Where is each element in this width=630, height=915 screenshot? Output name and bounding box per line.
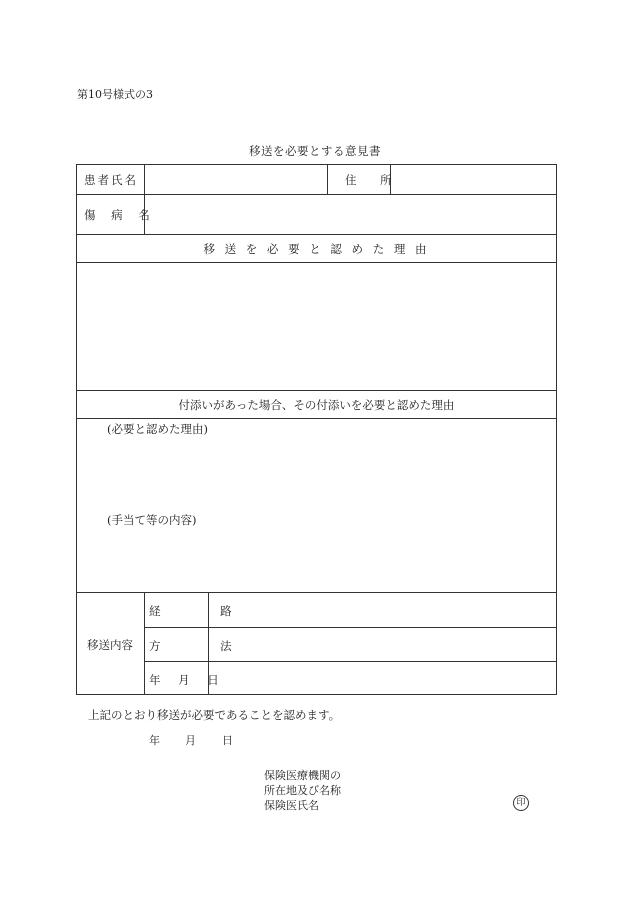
column-divider — [144, 165, 145, 234]
row-divider — [77, 262, 556, 263]
institution-label-line1: 保険医療機関の — [264, 769, 341, 782]
disease-name-label: 傷 病 名 — [84, 208, 156, 222]
method-field[interactable] — [213, 633, 551, 655]
doctor-name-label: 保険医氏名 — [264, 799, 319, 812]
route-label: 経 路 — [149, 604, 260, 618]
institution-label-line2: 所在地及び名称 — [264, 784, 341, 797]
row-divider — [144, 661, 556, 662]
cert-date-month: 月 — [185, 734, 196, 747]
attendant-reason-heading: 付添いがあった場合、その付添いを必要と認めた理由 — [178, 398, 455, 412]
transport-reason-heading: 移 送 を 必 要 と 認 め た 理 由 — [203, 242, 430, 256]
form-number: 第10号様式の3 — [77, 88, 153, 101]
cert-date-year: 年 — [149, 734, 160, 747]
disease-name-field[interactable] — [149, 207, 549, 223]
document-title: 移送を必要とする意見書 — [249, 144, 381, 158]
route-field[interactable] — [213, 599, 551, 621]
cert-date-day: 日 — [222, 734, 233, 747]
row-divider — [77, 234, 556, 235]
form-table — [76, 164, 557, 695]
attendant-necessity-label: (必要と認めた理由) — [107, 422, 208, 436]
transport-date-label: 年 月 日 — [149, 673, 226, 687]
row-divider — [144, 627, 556, 628]
transport-date-field[interactable] — [213, 667, 551, 689]
patient-name-label: 患者氏名 — [84, 173, 138, 187]
transport-reason-field[interactable] — [82, 268, 550, 386]
column-divider — [144, 592, 145, 694]
method-label: 方 法 — [149, 639, 260, 653]
column-divider — [327, 165, 328, 194]
row-divider — [77, 390, 556, 391]
address-field[interactable] — [395, 172, 551, 188]
row-divider — [77, 194, 556, 195]
seal-mark: 印 — [513, 795, 529, 811]
row-divider — [77, 418, 556, 419]
transport-content-label: 移送内容 — [87, 638, 133, 652]
care-content-label: (手当て等の内容) — [107, 513, 197, 527]
row-divider — [77, 592, 556, 593]
address-label: 住 所 — [345, 173, 402, 187]
patient-name-field[interactable] — [149, 172, 323, 188]
certification-statement: 上記のとおり移送が必要であることを認めます。 — [88, 708, 341, 722]
